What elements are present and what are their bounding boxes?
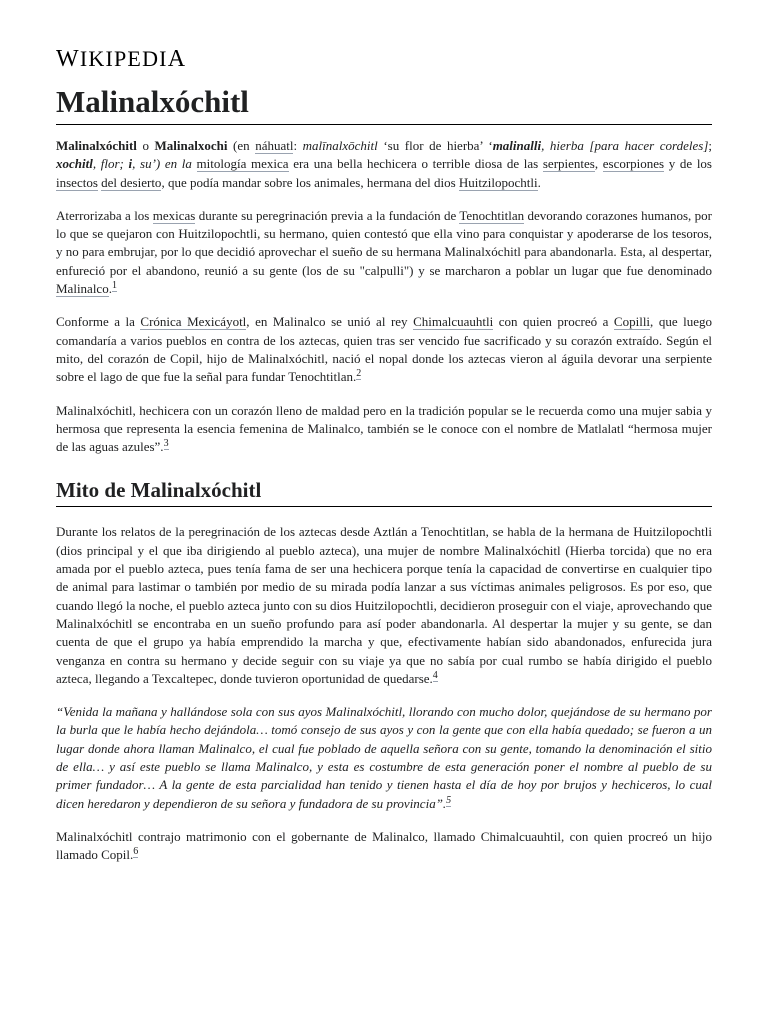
logo-text: IKIPEDI [79,46,168,71]
link-mexicas[interactable]: mexicas [152,207,196,223]
reference-1[interactable]: 1 [111,280,117,292]
reference-2[interactable]: 2 [356,368,362,380]
logo-letter: A [167,46,187,72]
link-serpientes[interactable]: serpientes [542,156,595,172]
link-escorpiones[interactable]: escorpiones [602,156,665,172]
reference-3[interactable]: 3 [163,438,169,450]
paragraph-6: Malinalxóchitl contrajo matrimonio con el gobernante de Malinalco, llamado Chimalcuauhtil, con quien procreó un hijo llamado Copil.$^6$ [56,828,712,863]
paragraph-2: Aterrorizaba a los mexicas durante su peregrinación previa a la fundación de Tenochtitlan devorando corazones humanos, por lo que se quejaron con Huitzilopochtli, su hermano, quien contestó que ella vino para conquistar y apoderarse de los tesoros, y no para embrujar, por lo que decidió aprovechar el sueño de su hermana Malinalxóchitl para abandonarla. Esta, al despertar, enfureció por el abandono, reunió a su gente (los de su "calpulli") y se marcharon a poblar un lugar que fue denominado Malinalco.$^1$ [56,207,713,297]
section-heading: Mito de Malinalxóchitl [56,476,712,507]
link-huitzilopochtli[interactable]: Huitzilopochtli [458,174,538,190]
link-tenochtitlan[interactable]: Tenochtitlan [459,207,525,223]
quote-paragraph: “Venida la mañana y hallándose sola con sus ayos Malinalxóchitl, llorando con mucho dolor, quejándose de su hermano por la burla que le había hecho dejándola… tomó consejo de sus ayos y con la gente que con ella había quedado; se fueron a un lugar donde ahora llaman Malinalco, el cual fue poblado de aquella señora con su gente, tomando la denominación el sitio de ella… y así este pueblo se llama Malinalco, y esta es costumbre de esta generación poner el nombre al pueblo de su primer fundador… A la gente de esta parcialidad han tenido y tienen hasta el día de hoy por brujos y hechiceros, lo cual dicen heredaron y dependieron de su señora y fundadora de su provincia”.$^5$ [56,704,712,811]
intro-paragraph: Malinalxóchitl o Malinalxochi (en náhuatl: malīnalxōchitl ‘su flor de hierba’ ‘malinalli, hierba [para hacer cordeles]; xochitl, flor; i, su’) en la mitología mexica era una bella hechicera o terrible diosa de las serpientes, escorpiones y de los insectos del desierto, que podía mandar sobre los animales, hermana del dios Huitzilopochtli. [56,138,713,190]
paragraph-3: Conforme a la Crónica Mexicáyotl, en Malinalco se unió al rey Chimalcuauhtli con quien procreó a Copilli, que luego comandaría a varios pueblos en contra de los aztecas, quien tras ser vencido fue sacrificado y su corazón extraído. Según el mito, del corazón de Copil, hijo de Malinalxóchitl, nació el nopal donde los aztecas vieron al águila devorar una serpiente sobre el lago de que fue la señal para fundar Tenochtitlan.$^2$ [56,314,712,385]
paragraph-4: Malinalxóchitl, hechicera con un corazón lleno de maldad pero en la tradición popular se le recuerda como una mujer sabia y hermosa que representa la esencia femenina de Malinalco, también se le conoce con el nombre de Matlalatl “hermosa mujer de las aguas azules”.$^3$ [56,402,712,455]
reference-5[interactable]: 5 [446,794,452,806]
article-content [56,137,712,880]
link-chimalcuauhtli[interactable]: Chimalcuauhtli [413,314,494,330]
link-insectos[interactable]: insectos [56,174,98,190]
logo-letter: W [56,46,80,72]
wikipedia-logo[interactable] [56,46,186,73]
link-cronica-mexicayotl[interactable]: Crónica Mexicáyotl [140,314,247,330]
paragraph-5: Durante los relatos de la peregrinación de los aztecas desde Aztlán a Tenochtitlan, se habla de la hermana de Huitzilopochtli (dios principal y el que iba dirigiendo al pueblo azteca), una mujer de nombre Malinalxóchitl (Hierba torcida) que no era amada por el pueblo azteca, pues tenía fama de ser una hechicera porque tenía la capacidad de convertirse en cualquier tipo de animal para lastimar o también por medio de su mirada podía lanzar a sus víctimas animales peligrosos. Es por eso, que cuando llegó la noche, el pueblo azteca junto con su dios Huitzilopochtli, decidieron proseguir con el viaje, aprovechando que Malinalxóchitl se encontraba en un sueño profundo para así poder abandonarla. Al despertar la mujer y su gente, se dan cuenta de que el grupo ya había emprendido la marcha y que, efectivamente habían sido abandonados, enfurecida jura venganza en contra su hermano y decide seguir con su viaje ya que no sabía por cual rumbo se había dirigido el pueblo azteca, llegando a Texcaltepec, donde tuvieron oportunidad de quedarse.$^4$ [56,524,712,686]
reference-4[interactable]: 4 [432,669,438,681]
link-nahuatl[interactable]: náhuatl [255,138,294,153]
link-copilli[interactable]: Copilli [613,314,651,330]
link-mitologia-mexica[interactable]: mitología mexica [196,156,289,172]
link-malinalco[interactable]: Malinalco [56,281,109,297]
link-desierto[interactable]: del desierto [101,174,162,190]
page-title: Malinalxóchitl [56,82,712,125]
reference-6[interactable]: 6 [133,846,139,858]
